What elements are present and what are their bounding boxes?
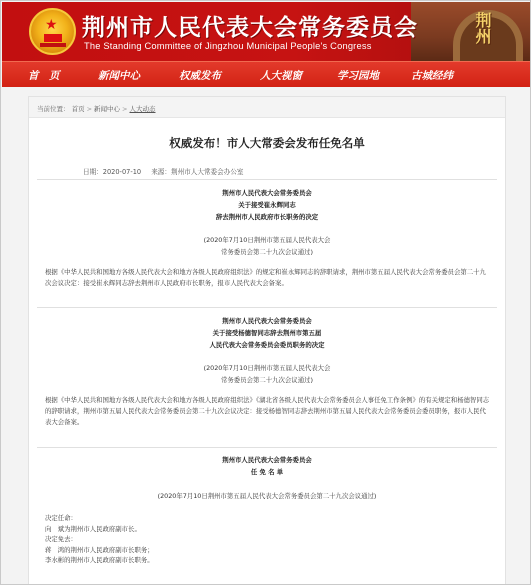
section2-note-line1: (2020年7月10日荆州市第五届人民代表大会 xyxy=(203,364,331,372)
nav-item-study-garden[interactable]: 学习园地 xyxy=(337,70,379,82)
section2-heading-line1: 荆州市人民代表大会常务委员会 xyxy=(222,317,312,325)
section3-heading-line2: 任 免 名 单 xyxy=(250,468,284,476)
list-item: 蒋 鸿的荆州市人民政府副市长职务； xyxy=(45,545,154,554)
article-meta xyxy=(83,166,252,176)
list-item: 决定任命： xyxy=(45,514,77,522)
breadcrumb-news-center[interactable]: 新闻中心 xyxy=(94,105,121,113)
list-item: 李水彬的荆州市人民政府副市长职务。 xyxy=(45,556,154,565)
breadcrumb-separator: > xyxy=(122,105,128,113)
star-icon: ★ xyxy=(45,17,58,33)
national-emblem-icon xyxy=(29,8,76,55)
section2-heading-line2: 关于接受杨德智同志辞去荆州市第五届 xyxy=(212,329,322,337)
section1-heading-line3: 辞去荆州市人民政府市长职务的决定 xyxy=(215,213,319,221)
article-source: 来源：荆州市人大常委会办公室 xyxy=(151,168,244,176)
banner-calligraphy: 荆州 xyxy=(473,12,492,44)
list-item: 决定免去： xyxy=(45,535,77,544)
breadcrumb-congress-news[interactable]: 人大动态 xyxy=(129,105,156,113)
nav-item-ancient-city[interactable]: 古城经纬 xyxy=(411,70,453,82)
appointment-list xyxy=(45,513,154,566)
article-title: 权威发布！市人大常委会发布任免名单 xyxy=(169,136,365,150)
nav-item-authoritative-release[interactable]: 权威发布 xyxy=(179,70,221,82)
nav-item-congress-window[interactable]: 人大视窗 xyxy=(260,70,302,82)
section3-note: (2020年7月10日荆州市第五届人民代表大会常务委员会第二十九次会议通过) xyxy=(157,492,377,500)
list-item: 向 斌为荆州市人民政府副市长。 xyxy=(45,524,141,533)
nav-item-news-center[interactable]: 新闻中心 xyxy=(98,70,140,82)
content-panel xyxy=(28,96,506,585)
section1-heading-line2: 关于接受崔永辉同志 xyxy=(238,201,296,209)
emblem-base xyxy=(40,43,66,47)
breadcrumb-home[interactable]: 首页 xyxy=(71,105,85,113)
section2-heading-line3: 人民代表大会常务委员会委员职务的决定 xyxy=(209,341,325,349)
section3-heading-line1: 荆州市人民代表大会常务委员会 xyxy=(222,456,312,464)
article-date: 日期：2020-07-10 xyxy=(83,168,142,176)
divider xyxy=(37,307,497,308)
site-title-en: The Standing Committee of Jingzhou Municipal People's Congress xyxy=(84,41,372,51)
main-nav xyxy=(2,61,531,87)
divider xyxy=(37,447,497,448)
breadcrumb-prefix: 当前位置： xyxy=(37,105,70,113)
divider xyxy=(37,179,497,180)
tiananmen-icon xyxy=(44,34,62,42)
section1-note-line2: 常务委员会第二十九次会议通过) xyxy=(221,248,313,256)
breadcrumb-separator: > xyxy=(86,105,93,113)
section1-body: 根据《中华人民共和国地方各级人民代表大会和地方各级人民政府组织法》的规定和崔永辉同志的辞职请求，荆州市第五届人民代表大会常务委员会第二十九次会议决定：接受崔永辉同志辞去荆州市人民政府市长职务，报市人民代表大会备案。 xyxy=(45,268,486,287)
section2-body: 根据《中华人民共和国地方各级人民代表大会和地方各级人民政府组织法》《湖北省各级人民代表大会常务委员会人事任免工作条例》的有关规定和杨德智同志的辞职请求，荆州市第五届人民代表大会常务委员会第二十九次会议决定：接受杨德智同志辞去荆州市第五届人民代表大会常务委员会委员职务，报市人民代表大会备案。 xyxy=(45,396,490,426)
nav-item-home[interactable]: 首 页 xyxy=(28,70,60,82)
section1-note-line1: (2020年7月10日荆州市第五届人民代表大会 xyxy=(203,236,331,244)
site-title-cn[interactable]: 荆州市人民代表大会常务委员会 xyxy=(82,14,418,41)
header-banner xyxy=(2,2,531,61)
section1-heading-line1: 荆州市人民代表大会常务委员会 xyxy=(222,189,312,197)
section2-note-line2: 常务委员会第二十九次会议通过) xyxy=(221,376,313,384)
breadcrumb xyxy=(29,97,505,118)
